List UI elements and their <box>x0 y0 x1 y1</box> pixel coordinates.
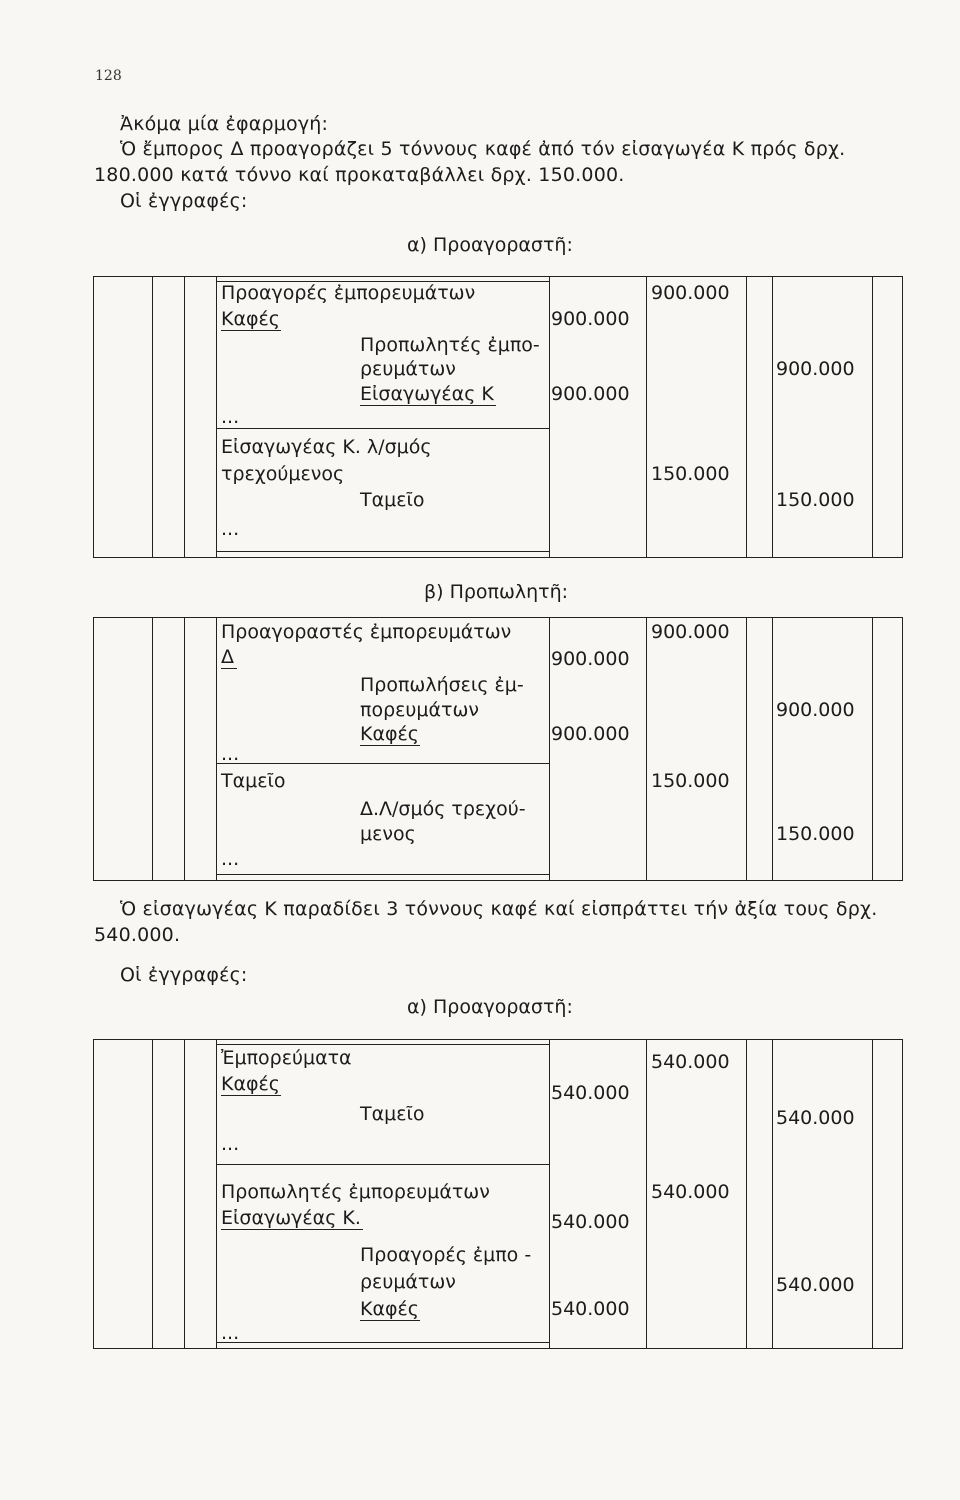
intro-line-3: 180.000 κατά τόννο καί προκαταβάλλει δρχ. 150.000. <box>94 164 625 186</box>
s3-debit-account-2: Προπωλητές ἐμπορευμάτων <box>221 1181 490 1203</box>
s3-amount-2: 540.000 <box>551 1082 630 1104</box>
s3-credit-account-2b: ρευμάτων <box>360 1271 456 1293</box>
s1-amount-6: 150.000 <box>776 489 855 511</box>
s2-amount-1: 900.000 <box>651 621 730 643</box>
s1-credit-account-2: Ταμεῖο <box>360 489 425 511</box>
s3-amount-6: 540.000 <box>776 1274 855 1296</box>
s2-amount-2: 900.000 <box>551 648 630 670</box>
s1-sub-account-2: Εἰσαγωγέας Κ <box>360 383 494 405</box>
ledger-table-2 <box>93 617 903 881</box>
s3-amount-1: 540.000 <box>651 1051 730 1073</box>
s1-amount-3: 900.000 <box>776 358 855 380</box>
s1-dots-1: ... <box>221 406 240 428</box>
intro-line-1: Ἀκόμα μία ἐφαρμογή: <box>120 113 329 135</box>
s2-amount-3: 900.000 <box>776 699 855 721</box>
s2-credit-account-1a: Προπωλήσεις ἐμ- <box>360 674 524 696</box>
s2-amount-5: 150.000 <box>651 770 730 792</box>
s2-amount-4: 900.000 <box>551 723 630 745</box>
s1-amount-5: 150.000 <box>651 463 730 485</box>
s1-amount-4: 900.000 <box>551 383 630 405</box>
s2-credit-account-2a: Δ.Λ/σμός τρεχού- <box>360 798 526 820</box>
s3-sub-account-3: Καφές <box>360 1298 419 1320</box>
s2-debit-account-2: Ταμεῖο <box>221 770 286 792</box>
s3-amount-4: 540.000 <box>651 1181 730 1203</box>
s2-sub-account-1: Δ <box>221 646 234 668</box>
s3-debit-account-1: Ἐμπορεύματα <box>221 1047 352 1069</box>
s2-sub-account-2: Καφές <box>360 723 419 745</box>
s1-credit-account-1b: ρευμάτων <box>360 358 456 380</box>
s3-amount-5: 540.000 <box>551 1211 630 1233</box>
middle-line-2: 540.000. <box>94 924 181 946</box>
s3-dots-2: ... <box>221 1322 240 1344</box>
middle-line-3: Οἱ ἐγγραφές: <box>120 964 248 986</box>
s2-debit-account-1: Προαγοραστές ἐμπορευμάτων <box>221 621 512 643</box>
s3-credit-account-2a: Προαγορές ἐμπο - <box>360 1244 532 1266</box>
s3-sub-account-2: Εἰσαγωγέας Κ. <box>221 1207 361 1229</box>
intro-line-4: Οἱ ἐγγραφές: <box>120 190 248 212</box>
s3-dots-1: ... <box>221 1133 240 1155</box>
page-number: 128 <box>95 68 122 84</box>
section2-title: β) Προπωλητῆ: <box>424 581 569 603</box>
s2-dots-1: ... <box>221 743 240 765</box>
s2-dots-2: ... <box>221 848 240 870</box>
s1-dots-2: ... <box>221 518 240 540</box>
s1-credit-account-1a: Προπωλητές ἐμπο- <box>360 334 540 356</box>
s1-debit-account-2a: Εἰσαγωγέας Κ. λ/σμός <box>221 436 432 458</box>
section1-title: α) Προαγοραστῆ: <box>407 234 573 256</box>
s3-amount-7: 540.000 <box>551 1298 630 1320</box>
intro-line-2: Ὁ ἔμπορος Δ προαγοράζει 5 τόννους καφέ ἀπό τόν εἰσαγωγέα Κ πρός δρχ. <box>120 138 846 160</box>
s2-amount-6: 150.000 <box>776 823 855 845</box>
s1-debit-account-1: Προαγορές ἐμπορευμάτων <box>221 282 476 304</box>
s1-amount-1: 900.000 <box>651 282 730 304</box>
s1-amount-2: 900.000 <box>551 308 630 330</box>
s1-debit-account-2b: τρεχούμενος <box>221 463 345 485</box>
ledger-table-3 <box>93 1039 903 1349</box>
section3-title: α) Προαγοραστῆ: <box>407 996 573 1018</box>
s3-sub-account-1: Καφές <box>221 1073 280 1095</box>
s1-sub-account-1: Καφές <box>221 308 280 330</box>
s3-credit-account-1: Ταμεῖο <box>360 1103 425 1125</box>
s3-amount-3: 540.000 <box>776 1107 855 1129</box>
ledger-table-1 <box>93 276 903 558</box>
middle-line-1: Ὁ εἰσαγωγέας Κ παραδίδει 3 τόννους καφέ καί εἰσπράττει τήν ἀξία τους δρχ. <box>120 898 878 920</box>
s2-credit-account-1b: πορευμάτων <box>360 699 479 721</box>
s2-credit-account-2b: μενος <box>360 823 416 845</box>
